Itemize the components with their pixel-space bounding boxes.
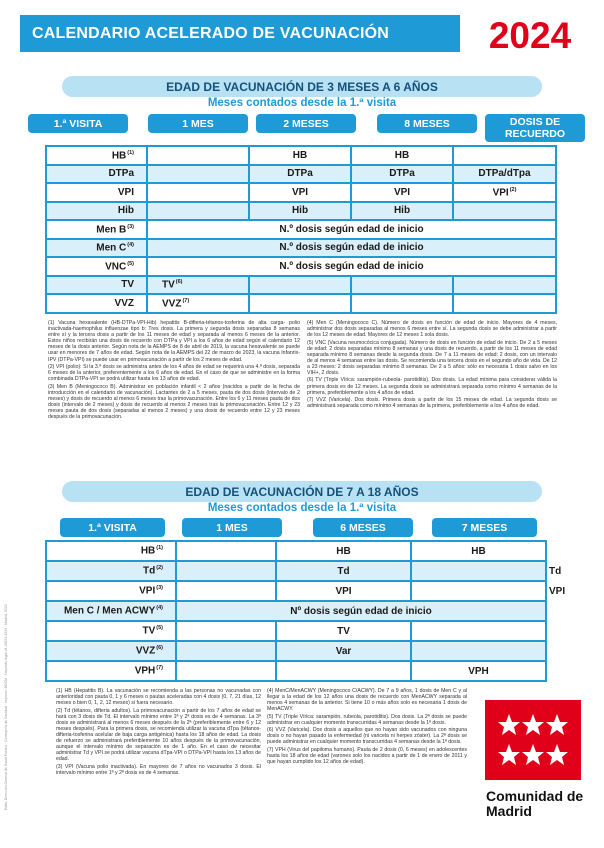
footnote: (5) VNC (Vacuna neumocócica conjugada). Número de dosis en función de edad de inicio. De 2 a 5 meses de edad: 2 dosis separadas mínimo 8 semanas y una dosis de recuerdo, a partir de los 11 meses de edad separada mínimo 8 semanas desde la segunda dosis. De 7 a 11 meses de edad: 2 dosis, con un intervalo de al menos 4 semanas entre las dosis. Se recomienda una tercera dosis en el segundo año de vida. De 12 a 23 meses: 2 dosis separadas mínimo 8 semanas. De 2 a 5 años: sólo es necesaria 1 dosis salvo en los VIH+, 2 dosis. <box>307 339 557 377</box>
dose-text: HB <box>471 545 486 557</box>
section2-notes-left <box>56 688 261 777</box>
span-cell <box>147 239 556 258</box>
vaccine-name: Hib <box>117 205 134 217</box>
footnote: (3) VPI (Vacuna polio inactivada). En mayores de 7 años no vacunados 3 dosis. El intervalo mínimo entre 1ª y 2ª dosis es de 4 semanas. <box>56 763 261 776</box>
section2-table <box>45 540 566 682</box>
dose-cell <box>147 183 249 202</box>
dose-text: TV <box>337 625 350 637</box>
dose-cell <box>453 165 556 184</box>
span-text: N.º dosis según edad de inicio <box>279 260 424 272</box>
section1-band: EDAD DE VACUNACIÓN DE 3 MESES A 6 AÑOS <box>62 76 542 97</box>
span-text: Nº dosis según edad de inicio <box>290 605 432 617</box>
table-row <box>46 202 556 221</box>
dose-cell <box>276 541 411 561</box>
footnote-ref: (6) <box>175 279 183 286</box>
vaccine-name: VPI <box>117 186 134 198</box>
dose-cell <box>276 561 411 581</box>
footnote-ref: (2) <box>156 565 163 572</box>
visit-header: 7 MESES <box>432 518 537 537</box>
footnote: (6) TV (Triple Vírica: sarampión-rubeola- parotiditis). Dos dosis. La edad mínima para considerar válida la primera dosis es de 12 meses. La segunda dosis se administrará separada como mínimo 4 semanas de la primera, preferiblemente a los 4 años de edad. <box>307 377 557 396</box>
dose-cell <box>453 202 556 221</box>
comunidad-de-madrid-logo <box>478 700 588 819</box>
dose-text: Hib <box>291 205 309 217</box>
table-row <box>46 276 556 295</box>
dose-text: DTPa/dTpa <box>478 168 531 180</box>
footnote-ref: (5) <box>156 625 163 632</box>
dose-cell <box>249 276 351 295</box>
vaccine-name: Men C / Men ACWY <box>63 605 156 617</box>
span-text: N.º dosis según edad de inicio <box>279 242 424 254</box>
vaccine-name: DTPa <box>108 168 134 180</box>
dose-cell <box>351 165 453 184</box>
table-row <box>46 183 556 202</box>
table-row <box>46 561 546 581</box>
vaccine-name: VVZ <box>135 645 156 657</box>
dose-cell <box>453 276 556 295</box>
dose-cell <box>411 541 546 561</box>
dose-text: Td <box>549 565 562 577</box>
vaccine-label <box>46 661 176 681</box>
footnote-ref: (4) <box>156 605 163 612</box>
dose-cell <box>411 641 546 661</box>
table-row <box>46 239 556 258</box>
dose-cell <box>249 165 351 184</box>
dose-cell <box>351 294 453 313</box>
dose-text: VPI <box>492 186 509 198</box>
visit-header: 8 MESES <box>377 114 477 133</box>
dose-text: VPI <box>549 585 566 597</box>
footnote: (4) Men C (Meningococo C). Número de dosis en función de edad de inicio. Mayores de 4 meses, administrar dos dosis separadas al menos 6 meses entre sí. La segunda dosis se debe administrar a partir de los 12 meses de edad. Mayores de 12 meses 1 sola dosis. <box>307 320 557 339</box>
footnote: (5) TV (Triple Vírica: sarampión, rubeola, parotiditis). Dos dosis. La 2ª dosis se puede administrar en cualquier momento transcurridas 4 semanas desde la 1ª dosis. <box>267 713 467 726</box>
dose-cell <box>176 561 276 581</box>
table-row <box>46 661 546 681</box>
dose-cell <box>147 146 249 165</box>
vaccine-name: Td <box>143 565 156 577</box>
vaccine-label <box>46 202 147 221</box>
vaccine-label <box>46 601 176 621</box>
span-cell <box>176 601 546 621</box>
dose-text: Var <box>335 645 352 657</box>
visit-header: 2 MESES <box>256 114 356 133</box>
vaccine-label <box>46 220 147 239</box>
dose-cell <box>351 146 453 165</box>
year-label: 2024 <box>488 15 572 56</box>
section2-notes-right <box>267 688 467 766</box>
dose-cell <box>176 621 276 641</box>
vaccine-name: HB <box>111 149 127 161</box>
footnote-ref: (4) <box>127 242 134 249</box>
vaccine-name: VPH <box>134 665 156 677</box>
dose-cell <box>411 581 546 601</box>
footnote: (4) MenC/MenACWY (Meningococo C/ACWY). De 7 a 9 años, 1 dosis de Men C y al llegar a la edad de los 12 años una dosis de recuerdo con MenACWY separada al menos 4 semanas de la anterior. Si tiene 10 o más años solo es necesaria 1 dosis de MenACWY. <box>267 688 467 713</box>
table-row <box>46 294 556 313</box>
dose-text: TV <box>162 279 175 291</box>
dose-text: DTPa <box>287 168 313 180</box>
vaccine-label <box>46 541 176 561</box>
vaccine-name: VNC <box>105 260 127 272</box>
vaccine-label <box>46 257 147 276</box>
visit-header: 6 MESES <box>313 518 413 537</box>
dose-cell <box>276 581 411 601</box>
dose-cell <box>351 202 453 221</box>
imprint-text: Edita: Dirección General de Salud Pública · Consejería de Sanidad · Impreso: BOCM · Depósito legal: M-16823-2024 · Madrid, 2024 <box>4 604 8 810</box>
dose-text: VPI <box>393 186 411 198</box>
visit-header: 1.ª VISITA <box>28 114 128 133</box>
dose-cell <box>351 276 453 295</box>
footnote: (7) VPH (Virus del papiloma humano). Pauta de 2 dosis (0, 6 meses) en adolescentes hasta los 18 años de edad (varones solo los nacidos a partir de 1 de enero de 2011 y que hayan cumplido los 12 años de edad). <box>267 746 467 765</box>
vaccine-label <box>46 239 147 258</box>
table-row <box>46 165 556 184</box>
vaccine-name: TV <box>121 279 134 291</box>
table-row <box>46 257 556 276</box>
dose-cell <box>453 146 556 165</box>
dose-text: HB <box>336 545 351 557</box>
dose-cell <box>249 202 351 221</box>
table-row <box>46 541 546 561</box>
section1-table <box>45 145 557 314</box>
vaccine-label <box>46 146 147 165</box>
section1-notes-right <box>307 320 557 411</box>
footnote: (2) Td (tétanos, difteria adultos). La primovacunación a partir de los 7 años de edad se hará con 3 dosis de Td. El intervalo mínimo entre 1ª y 2ª dosis es de 4 semanas. La 3ª dosis se administrará al menos 6 meses después de la 2ª (preferiblemente entre 6 y 12 meses después). Para la primera dosis, se recomienda utilizar la vacuna dTpa (tétanos-difteria-tosferina acelular de baja carga antigénica) hasta los 18 años de edad. La dosis de refuerzo se administrará preferiblemente 10 años después de la primovacunación, aunque el intervalo mínimo de separación es de 1 año. En el caso de necesitar administrar Td y VPI se podrá utilizar vacuna dTpa-VPI o DTPa-VPI hasta los 13 años de edad. <box>56 707 261 763</box>
dose-cell <box>453 294 556 313</box>
footnote-ref: (1) <box>127 149 134 156</box>
dose-cell <box>147 276 249 295</box>
footnote: (3) Men B (Meningococo B). Administrar en población infantil < 2 años (nacidos a partir de la fecha de introducción en el calendario de vacunación). Lactantes de 2 a 5 meses, pauta de dos dosis (intervalo de 2 meses) y dosis de recuerdo al menos 6 meses tras la primovacunación. Entre los 6 y 11 meses pauta de dos dosis (intervalo de 2 meses) y dosis de recuerdo al menos 2 meses tras la primovacunación. Entre 12 y 23 meses pauta de dos dosis (separadas al menos 2 meses) y una dosis de recuerdo entre 12 y 23 meses después de la primovacunación. <box>48 383 300 420</box>
dose-cell <box>276 661 411 681</box>
span-text: N.º dosis según edad de inicio <box>279 223 424 235</box>
vaccine-name: VVZ <box>114 297 134 309</box>
dose-text: DTPa <box>389 168 415 180</box>
vaccine-label <box>46 165 147 184</box>
dose-text: VVZ <box>162 297 182 309</box>
dose-cell <box>176 541 276 561</box>
dose-text: HB <box>394 149 410 161</box>
visit-header: DOSIS DE RECUERDO <box>485 114 585 142</box>
vaccine-label <box>46 294 147 313</box>
vaccine-name: Men C <box>96 242 127 254</box>
table-row <box>46 641 546 661</box>
footnote: (7) VVZ (Varicela). Dos dosis. Primera dosis a partir de los 15 meses de edad. La segunda dosis se administrará separada como mínimo 4 semanas de la primera, preferiblemente a los 4 años de edad. <box>307 397 557 410</box>
dose-cell <box>453 183 556 202</box>
table-row <box>46 601 546 621</box>
vaccine-label <box>46 561 176 581</box>
vaccine-name: HB <box>140 545 156 557</box>
vaccine-label <box>46 641 176 661</box>
footnote: (2) VPI (polio): Si la 3.ª dosis se administra antes de los 4 años de edad se requerirá una 4.ª dosis, separada 6 meses de la anterior, preferentemente a los 6 años de edad. En el caso de que se administre en la forma combinada DTPa-VPI se podrá utilizar hasta los 13 años de edad. <box>48 363 300 383</box>
footnote-ref: (2) <box>509 186 517 193</box>
visit-header: 1 MES <box>148 114 248 133</box>
vaccine-label <box>46 276 147 295</box>
section1-subtitle: Meses contados desde la 1.ª visita <box>207 97 397 109</box>
dose-cell <box>147 202 249 221</box>
dose-text: Td <box>337 565 350 577</box>
dose-cell <box>176 581 276 601</box>
table-row <box>46 220 556 239</box>
footnote-ref: (7) <box>156 665 163 672</box>
page-title: CALENDARIO ACELERADO DE VACUNACIÓN <box>20 15 460 52</box>
dose-cell <box>147 294 249 313</box>
section2-subtitle: Meses contados desde la 1.ª visita <box>207 502 397 514</box>
vaccine-name: VPI <box>139 585 156 597</box>
table-row <box>46 146 556 165</box>
dose-cell <box>176 661 276 681</box>
dose-cell <box>411 621 546 641</box>
footnote-ref: (3) <box>156 585 163 592</box>
dose-text: VPI <box>291 186 309 198</box>
table-row <box>46 581 546 601</box>
section2-band: EDAD DE VACUNACIÓN DE 7 A 18 AÑOS <box>62 481 542 502</box>
vaccine-label <box>46 183 147 202</box>
vaccine-name: TV <box>142 625 156 637</box>
dose-cell <box>249 183 351 202</box>
dose-cell <box>276 641 411 661</box>
span-cell <box>147 257 556 276</box>
visit-header: 1 MES <box>182 518 282 537</box>
madrid-flag-icon <box>485 700 581 780</box>
table-row <box>46 621 546 641</box>
dose-cell <box>249 294 351 313</box>
dose-cell <box>351 183 453 202</box>
footnote: (1) Vacuna hexavalente (HB-DTPa-VPI-Hib) hepatitis B-difteria-tétanos-tosferina de alta carga- polio inactivada-haemophilus influenzae tipo b: Tres dosis. La primera y segunda dosis separadas 8 semanas entre sí y la tercera dosis a partir de los 11 meses de edad y separada al menos 6 meses de la anterior. Estos niños recibirán una dosis de recuerdo con DTPa y VPI a los 6 años de edad según el calendario 12 meses de la dosis anterior. Según nota de la AEMPS de 8 de abril de 2019, la vacuna hexavalente se puede usar en menores de 7 años de edad. Según nota de la AEMPS del 22 de marzo de 2023, la vacuna Infanrix-IPV (DTPa-VPI) se puede usar en primovacunación a partir de los 2 meses de edad. <box>48 320 300 363</box>
vaccine-label <box>46 581 176 601</box>
dose-cell <box>411 661 546 681</box>
footnote: (1) HB (Hepatitis B). La vacunación se recomienda a las personas no vacunadas con anterioridad con pauta 0, 1 y 6 meses o pautas aceleradas con 4 dosis (0, 7, 21 días, 12 meses o bien 0, 1, 2, 12 meses) si fuera necesario. <box>56 688 261 707</box>
dose-cell <box>176 641 276 661</box>
footnote-ref: (7) <box>182 297 190 304</box>
dose-text: Hib <box>393 205 411 217</box>
section1-notes-left <box>48 320 300 421</box>
vaccine-label <box>46 621 176 641</box>
footnote-ref: (6) <box>156 645 163 652</box>
dose-text: VPI <box>335 585 352 597</box>
footnote: (6) VVZ (Varicela). Dos dosis a aquellos que no hayan sido vacunados con ninguna dosis o no hayan pasado la enfermedad (ni varicela ni herpes zóster). La 2ª dosis se puede administrar en cualquier momento transcurridas 4 semanas desde la 1ª dosis. <box>267 727 467 746</box>
dose-cell <box>276 621 411 641</box>
vaccine-name: Men B <box>96 223 127 235</box>
logo-text: Comunidad de Madrid <box>486 788 584 819</box>
span-cell <box>147 220 556 239</box>
dose-text: VPH <box>468 665 489 677</box>
dose-cell <box>147 165 249 184</box>
dose-cell <box>411 561 546 581</box>
visit-header: 1.ª VISITA <box>60 518 165 537</box>
dose-text: HB <box>292 149 308 161</box>
footnote-ref: (5) <box>127 260 134 267</box>
footnote-ref: (1) <box>156 545 163 552</box>
footnote-ref: (3) <box>127 223 134 230</box>
dose-cell <box>249 146 351 165</box>
